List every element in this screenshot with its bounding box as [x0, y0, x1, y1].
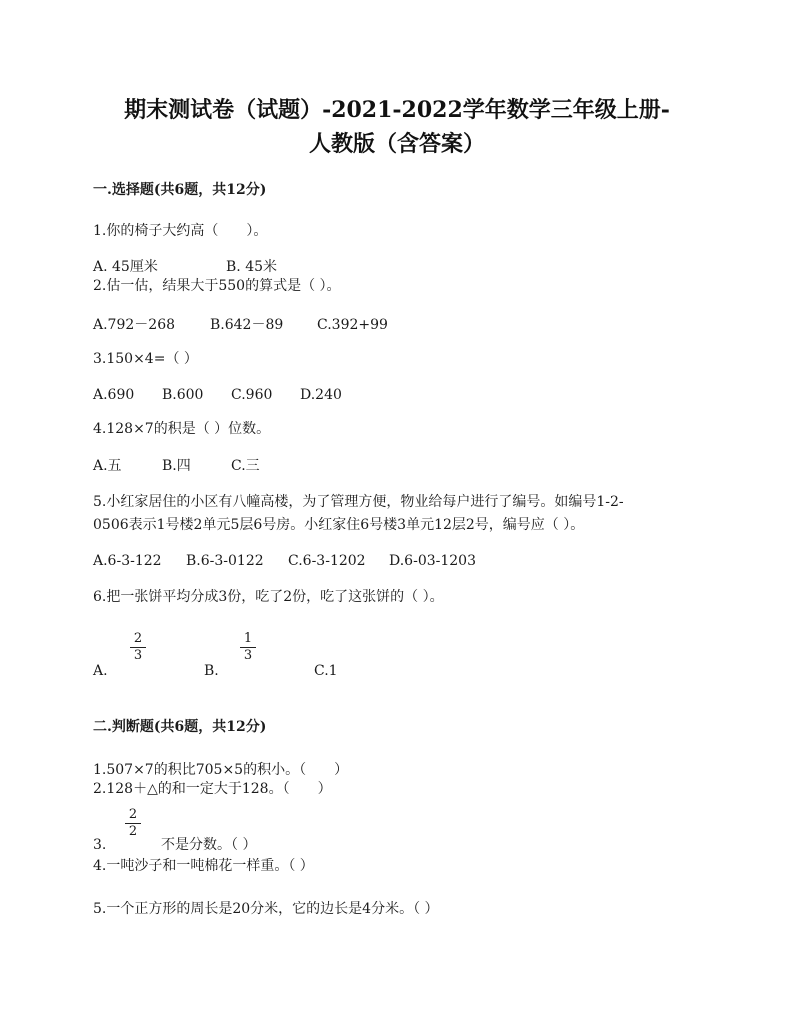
question-1-option-b: B. 45米: [226, 259, 278, 275]
question-6-fraction-b: [240, 632, 256, 663]
question-6-option-b: B.: [204, 663, 219, 679]
question-2-option-c: C.392+99: [317, 317, 388, 333]
fraction-denominator: 3: [243, 648, 253, 663]
question-4-option-c: C.三: [231, 458, 260, 474]
judgment-4: 4.一吨沙子和一吨棉花一样重。（ ）: [93, 858, 314, 874]
question-6-option-a: A.: [93, 663, 108, 679]
question-4-option-a: A.五: [93, 458, 122, 474]
question-5-stem-line-1: 5.小红家居住的小区有八幢高楼，为了管理方便，物业给每户进行了编号。如编号1-2-: [93, 494, 624, 510]
question-5-option-a: A.6-3-122: [93, 553, 162, 569]
question-3-option-a: A.690: [93, 387, 135, 403]
question-1-stem: 1.你的椅子大约高（ ）。: [93, 223, 268, 239]
question-5-option-c: C.6-3-1202: [288, 553, 366, 569]
question-2-stem: 2.估一估，结果大于550的算式是（ ）。: [93, 278, 341, 294]
fraction-numerator: 2: [128, 807, 138, 822]
question-1-option-a: A. 45厘米: [93, 259, 158, 275]
question-6-fraction-a: [130, 632, 146, 663]
document-title-line-1: 期末测试卷（试题）-2021-2022学年数学三年级上册-: [124, 97, 670, 123]
question-2-option-b: B.642－89: [210, 317, 284, 333]
judgment-1: 1.507×7的积比705×5的积小。（ ）: [93, 762, 349, 778]
question-3-stem: 3.150×4=（ ）: [93, 351, 198, 367]
judgment-5: 5.一个正方形的周长是20分米，它的边长是4分米。（ ）: [93, 901, 439, 917]
fraction-numerator: 2: [133, 631, 143, 646]
question-4-stem: 4.128×7的积是（ ）位数。: [93, 421, 271, 437]
judgment-3-number: 3.: [93, 837, 107, 853]
fraction-numerator: 1: [243, 631, 253, 646]
question-6-stem: 6.把一张饼平均分成3份，吃了2份，吃了这张饼的（ ）。: [93, 589, 444, 605]
question-5-option-b: B.6-3-0122: [186, 553, 264, 569]
section-heading-judgment: 二.判断题(共6题，共12分): [93, 719, 267, 735]
document-title-line-2: 人教版（含答案）: [308, 131, 485, 157]
question-3-option-d: D.240: [300, 387, 342, 403]
question-3-option-b: B.600: [162, 387, 204, 403]
question-4-option-b: B.四: [162, 458, 191, 474]
judgment-2: 2.128＋△的和一定大于128。（ ）: [93, 781, 332, 797]
judgment-3-fraction: [125, 808, 141, 839]
question-6-option-c: C.1: [314, 663, 338, 679]
question-5-stem-line-2: 0506表示1号楼2单元5层6号房。小红家住6号楼3单元12层2号，编号应（ ）。: [93, 517, 585, 533]
judgment-3-text: 不是分数。（ ）: [161, 837, 257, 853]
question-5-option-d: D.6-03-1203: [389, 553, 476, 569]
question-3-option-c: C.960: [231, 387, 273, 403]
fraction-denominator: 2: [128, 824, 138, 839]
fraction-denominator: 3: [133, 648, 143, 663]
question-2-option-a: A.792－268: [93, 317, 176, 333]
section-heading-choice: 一.选择题(共6题，共12分): [93, 182, 267, 198]
